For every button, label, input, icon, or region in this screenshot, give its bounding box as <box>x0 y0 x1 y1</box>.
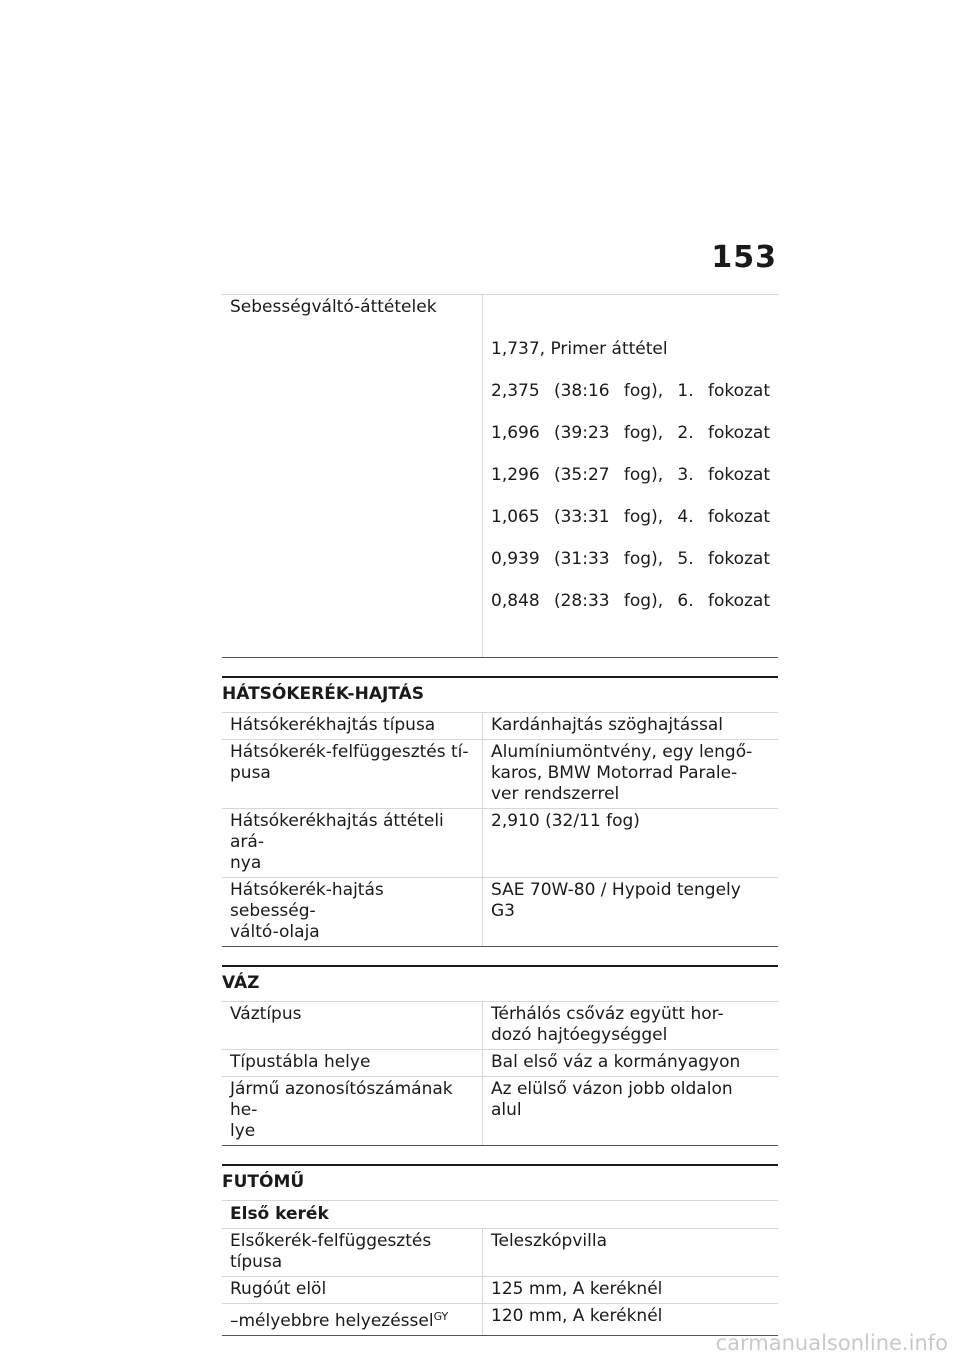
gear-line: 1,737, Primer áttétel <box>491 339 668 359</box>
gearbox-label: Sebességváltó-áttételek <box>230 297 437 317</box>
gear-line: 0,939 (31:33 fog), 5. fokozat <box>491 549 770 569</box>
subhead-front-wheel: Első kerék <box>222 1201 778 1229</box>
row-label: Elsőkerék-felfüggesztés típusa <box>230 1231 432 1272</box>
page-number: 153 <box>711 240 777 275</box>
gear-line: 1,296 (35:27 fog), 3. fokozat <box>491 465 770 485</box>
table-row <box>222 740 778 809</box>
table-row <box>222 1304 778 1336</box>
gearbox-row <box>222 294 778 658</box>
gear-line: 2,375 (38:16 fog), 1. fokozat <box>491 381 770 401</box>
row-label: Jármű azonosítószámának he- lye <box>230 1079 453 1141</box>
row-label: Váztípus <box>230 1004 302 1024</box>
row-label-text: –mélyebbre helyezéssel <box>230 1311 434 1331</box>
gear-line: 1,065 (33:31 fog), 4. fokozat <box>491 507 770 527</box>
section-title-frame: VÁZ <box>222 965 778 1002</box>
section-title-chassis: FUTÓMŰ <box>222 1164 778 1201</box>
row-value: 120 mm, A keréknél <box>482 1304 778 1335</box>
spec-content <box>222 294 778 1336</box>
row-label: Hátsókerék-felfüggesztés tí- pusa <box>230 742 469 783</box>
table-row <box>222 1050 778 1077</box>
gear-line: 0,848 (28:33 fog), 6. fokozat <box>491 591 770 611</box>
row-value: Térhálós csőváz együtt hor- dozó hajtóegységgel <box>482 1002 778 1049</box>
region-superscript: GY <box>433 1310 449 1323</box>
table-row <box>222 878 778 947</box>
row-label: Hátsókerékhajtás áttételi ará- nya <box>230 811 444 873</box>
table-row <box>222 1002 778 1050</box>
table-row <box>222 1277 778 1304</box>
gear-line: 1,696 (39:23 fog), 2. fokozat <box>491 423 770 443</box>
watermark: carmanualsonline.info <box>715 1331 948 1355</box>
row-value: 125 mm, A keréknél <box>482 1277 778 1303</box>
row-value: Bal első váz a kormányagyon <box>482 1050 778 1076</box>
row-label: Rugóút elöl <box>230 1279 327 1299</box>
row-value: Kardánhajtás szöghajtással <box>482 713 778 739</box>
row-label: Típustábla helye <box>230 1052 371 1072</box>
table-row <box>222 1229 778 1277</box>
row-value: Teleszkópvilla <box>482 1229 778 1276</box>
section-title-rear-drive: HÁTSÓKERÉK-HAJTÁS <box>222 676 778 713</box>
table-row <box>222 713 778 740</box>
row-label: Hátsókerékhajtás típusa <box>230 715 436 735</box>
row-value: Alumíniumöntvény, egy lengő- karos, BMW Motorrad Parale- ver rendszerrel <box>482 740 778 808</box>
row-value: SAE 70W-80 / Hypoid tengely G3 <box>482 878 778 946</box>
gearbox-value <box>482 295 778 657</box>
table-row <box>222 1077 778 1146</box>
row-value: Az elülső vázon jobb oldalon alul <box>482 1077 778 1145</box>
row-value: 2,910 (32/11 fog) <box>482 809 778 877</box>
row-label <box>222 1304 482 1335</box>
row-label: Hátsókerék-hajtás sebesség- váltó-olaja <box>230 880 384 942</box>
table-row <box>222 809 778 878</box>
